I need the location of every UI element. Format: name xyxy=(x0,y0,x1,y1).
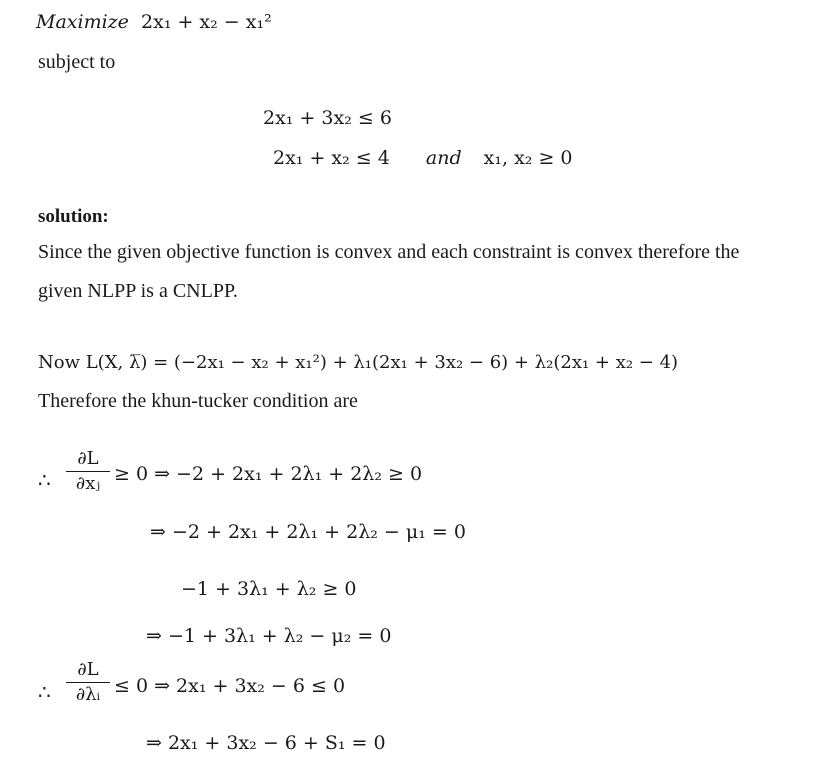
condition-2: ⇒ −2 + 2x₁ + 2λ₁ + 2λ₂ − μ₁ = 0 xyxy=(150,521,466,543)
therefore-symbol: ∴ xyxy=(38,680,51,704)
subject-to-label: subject to xyxy=(38,51,116,73)
condition-5: ≤ 0 ⇒ 2x₁ + 3x₂ − 6 ≤ 0 xyxy=(114,675,346,697)
objective-expression: 2x₁ + x₂ − x₁² xyxy=(141,11,272,33)
lagrangian-expression: Now L(X, λ̅) = (−2x₁ − x₂ + x₁²) + λ₁(2x₁ + 3x₂ − 6) + λ₂(2x₁ + x₂ − 4) xyxy=(38,352,679,373)
condition-4: ⇒ −1 + 3λ₁ + λ₂ − μ₂ = 0 xyxy=(146,625,392,647)
nonnegativity-constraint: x₁, x₂ ≥ 0 xyxy=(483,147,573,169)
solution-paragraph-line-1: Since the given objective function is convex and each constraint is convex therefore the xyxy=(38,241,740,263)
partial-derivative-lambda xyxy=(66,659,110,706)
fraction-numerator: ∂L xyxy=(77,659,99,680)
constraint-1: 2x₁ + 3x₂ ≤ 6 xyxy=(263,107,392,129)
condition-1: ≥ 0 ⇒ −2 + 2x₁ + 2λ₁ + 2λ₂ ≥ 0 xyxy=(114,463,423,485)
constraint-2-line xyxy=(273,146,573,170)
constraint-2: 2x₁ + x₂ ≤ 4 xyxy=(273,147,390,169)
kuhn-tucker-intro: Therefore the khun-tucker condition are xyxy=(38,390,358,412)
condition-3: −1 + 3λ₁ + λ₂ ≥ 0 xyxy=(181,578,357,600)
partial-derivative-x xyxy=(66,448,110,495)
and-label: and xyxy=(425,147,462,169)
fraction-bar xyxy=(66,471,110,472)
fraction-denominator: ∂xⱼ xyxy=(75,473,101,494)
condition-6: ⇒ 2x₁ + 3x₂ − 6 + S₁ = 0 xyxy=(146,732,386,754)
therefore-symbol: ∴ xyxy=(38,468,51,492)
solution-heading: solution: xyxy=(38,206,109,227)
fraction-bar xyxy=(66,682,110,683)
maximize-label: Maximize xyxy=(36,11,129,33)
solution-paragraph-line-2: given NLPP is a CNLPP. xyxy=(38,280,238,302)
fraction-denominator: ∂λᵢ xyxy=(75,684,101,705)
fraction-numerator: ∂L xyxy=(77,448,99,469)
objective-line xyxy=(36,10,272,34)
